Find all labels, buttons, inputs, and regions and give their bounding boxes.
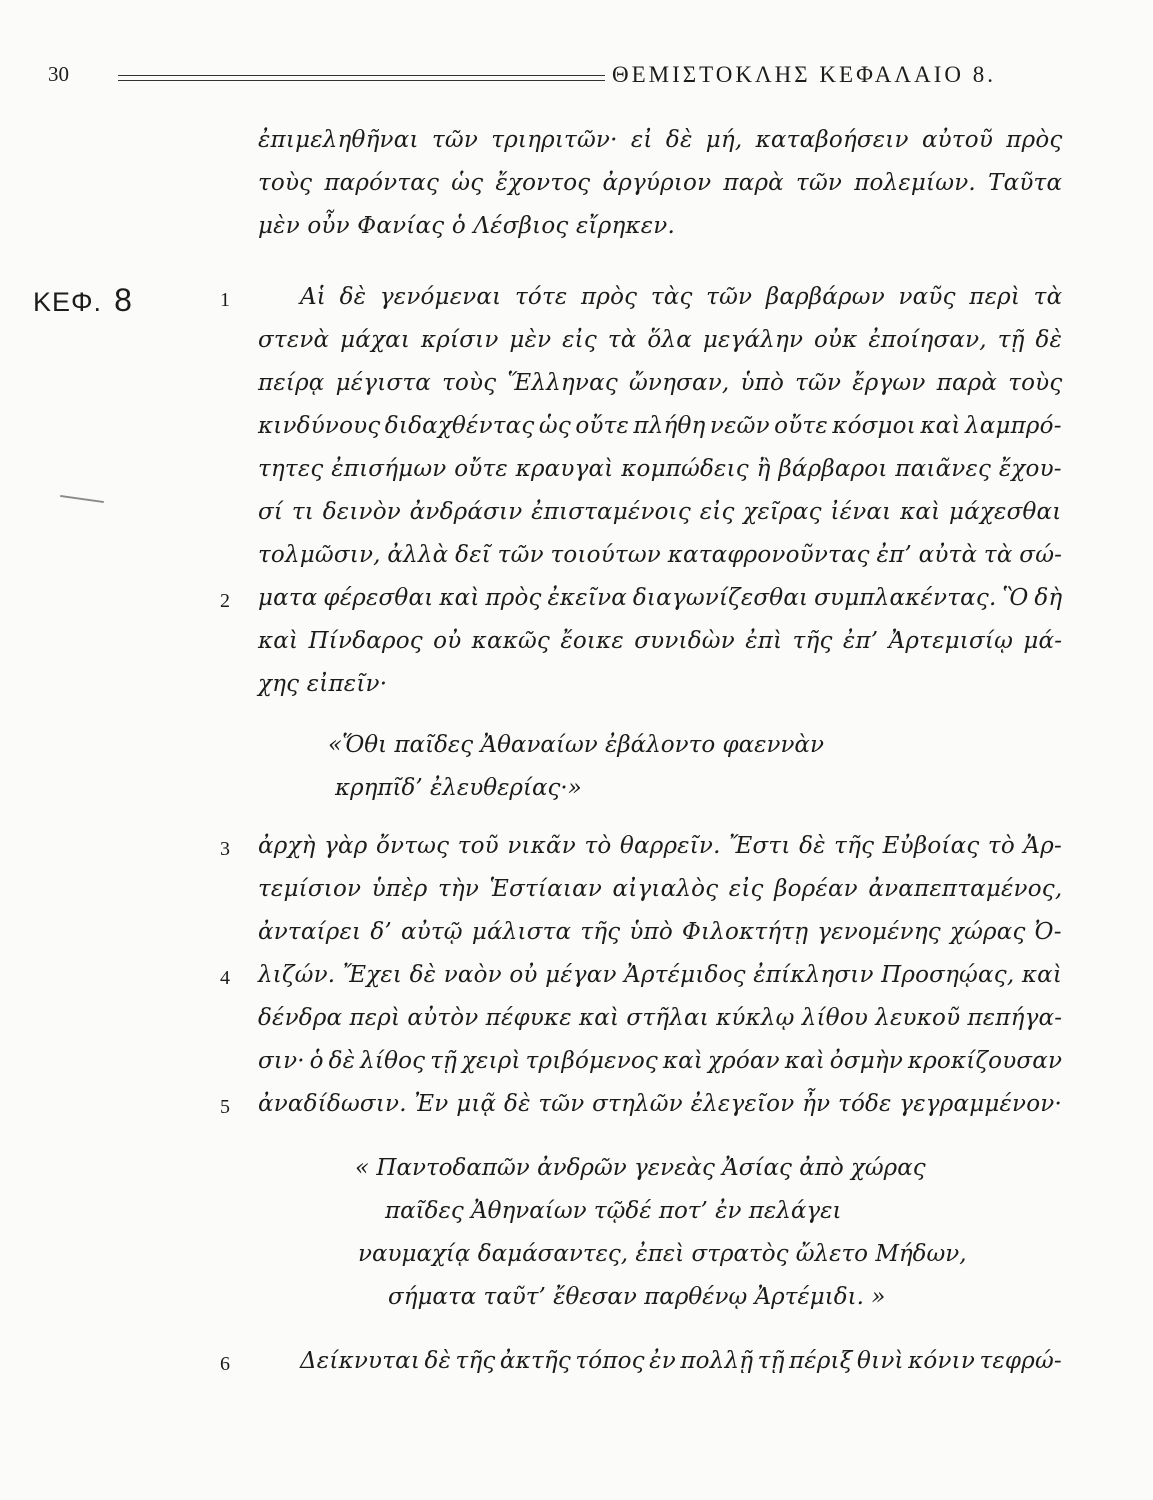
text-line: τοὺς παρόντας ὡς ἔχοντος ἀργύριον παρὰ τῶν πολεμίων. Ταῦτα bbox=[258, 170, 1063, 196]
text-line: μὲν οὖν Φανίας ὁ Λέσβιος εἴρηκεν. bbox=[258, 213, 675, 239]
text-line: ἀναδίδωσιν. Ἐν μιᾷ δὲ τῶν στηλῶν ἐλεγεῖον ἦν τόδε γεγραμμένον· bbox=[258, 1091, 1062, 1117]
text-line: ματα φέρεσθαι καὶ πρὸς ἐκεῖνα διαγωνίζεσθαι συμπλακέντας. Ὃ δὴ bbox=[258, 585, 1063, 611]
text-line: τολμῶσιν, ἀλλὰ δεῖ τῶν τοιούτων καταφρονοῦντας ἐπ’ αὐτὰ τὰ σώ- bbox=[258, 542, 1063, 568]
text-line: σί τι δεινὸν ἀνδράσιν ἐπισταμένοις εἰς χεῖρας ἰέναι καὶ μάχεσθαι bbox=[258, 499, 1062, 525]
margin-number: 3 bbox=[220, 838, 230, 860]
margin-number: 4 bbox=[220, 967, 230, 989]
text-line: στενὰ μάχαι κρίσιν μὲν εἰς τὰ ὅλα μεγάλην οὐκ ἐποίησαν, τῇ δὲ bbox=[258, 327, 1063, 353]
running-title: ΘΕΜΙΣΤΟΚΛΗΣ ΚΕΦΑΛΑΙΟ 8. bbox=[612, 62, 996, 87]
text-line: Δείκνυται δὲ τῆς ἀκτῆς τόπος ἐν πολλῇ τῇ πέριξ θινὶ κόνιν τεφρώ- bbox=[300, 1348, 1062, 1374]
chapter-number: 8 bbox=[114, 282, 133, 318]
epigram-line: σήματα ταῦτ’ ἔθεσαν παρθένῳ Ἀρτέμιδι. » bbox=[388, 1284, 886, 1310]
epigram-line: ναυμαχίᾳ δαμάσαντες, ἐπεὶ στρατὸς ὤλετο Μήδων, bbox=[358, 1241, 967, 1267]
text-line: δένδρα περὶ αὐτὸν πέφυκε καὶ στῆλαι κύκλῳ λίθου λευκοῦ πεπήγα- bbox=[258, 1005, 1063, 1031]
margin-pencil-mark bbox=[60, 495, 104, 503]
margin-number: 5 bbox=[220, 1096, 230, 1118]
running-header bbox=[40, 62, 1070, 92]
margin-number: 1 bbox=[220, 289, 230, 311]
epigram-line: « Παντοδαπῶν ἀνδρῶν γενεὰς Ἀσίας ἀπὸ χώρας bbox=[355, 1155, 926, 1181]
header-rule bbox=[118, 75, 605, 76]
text-line: τητες ἐπισήμων οὔτε κραυγαὶ κομπώδεις ἢ βάρβαροι παιᾶνες ἔχου- bbox=[258, 456, 1062, 482]
text-line: ἐπιμεληθῆναι τῶν τριηριτῶν· εἰ δὲ μή, καταβοήσειν αὐτοῦ πρὸς bbox=[258, 127, 1063, 153]
page-number: 30 bbox=[48, 62, 69, 86]
quote-line: «Ὅθι παῖδες Ἀθαναίων ἐβάλοντο φαεννὰν bbox=[328, 732, 824, 758]
epigram-line: παῖδες Ἀθηναίων τῷδέ ποτ’ ἐν πελάγει bbox=[385, 1198, 842, 1224]
text-line: κινδύνους διδαχθέντας ὡς οὔτε πλήθη νεῶν οὔτε κόσμοι καὶ λαμπρό- bbox=[258, 413, 1062, 439]
text-line: λιζών. Ἔχει δὲ ναὸν οὐ μέγαν Ἀρτέμιδος ἐπίκλησιν Προσηῴας, καὶ bbox=[258, 962, 1063, 988]
chapter-marker bbox=[33, 282, 133, 319]
text-line: Αἱ δὲ γενόμεναι τότε πρὸς τὰς τῶν βαρβάρων ναῦς περὶ τὰ bbox=[300, 284, 1063, 310]
quote-line: κρηπῖδ’ ἐλευθερίας·» bbox=[335, 775, 582, 801]
margin-number: 2 bbox=[220, 590, 230, 612]
text-line: πείρᾳ μέγιστα τοὺς Ἕλληνας ὤνησαν, ὑπὸ τῶν ἔργων παρὰ τοὺς bbox=[258, 370, 1063, 396]
text-line: τεμίσιον ὑπὲρ τὴν Ἑστίαιαν αἰγιαλὸς εἰς βορέαν ἀναπεπταμένος, bbox=[258, 876, 1063, 902]
text-line: ἀρχὴ γὰρ ὄντως τοῦ νικᾶν τὸ θαρρεῖν. Ἔστι δὲ τῆς Εὐβοίας τὸ Ἀρ- bbox=[258, 833, 1062, 859]
margin-number: 6 bbox=[220, 1353, 230, 1375]
text-line: σιν· ὁ δὲ λίθος τῇ χειρὶ τριβόμενος καὶ χρόαν καὶ ὀσμὴν κροκίζουσαν bbox=[258, 1048, 1063, 1074]
text-line: καὶ Πίνδαρος οὐ κακῶς ἔοικε συνιδὼν ἐπὶ τῆς ἐπ’ Ἀρτεμισίῳ μά- bbox=[258, 628, 1063, 654]
header-rule bbox=[118, 80, 605, 81]
chapter-label: ΚΕΦ. bbox=[33, 287, 103, 317]
text-line: ἀνταίρει δ’ αὐτῷ μάλιστα τῆς ὑπὸ Φιλοκτήτῃ γενομένης χώρας Ὀ- bbox=[258, 919, 1062, 945]
text-line: χης εἰπεῖν· bbox=[258, 671, 388, 697]
